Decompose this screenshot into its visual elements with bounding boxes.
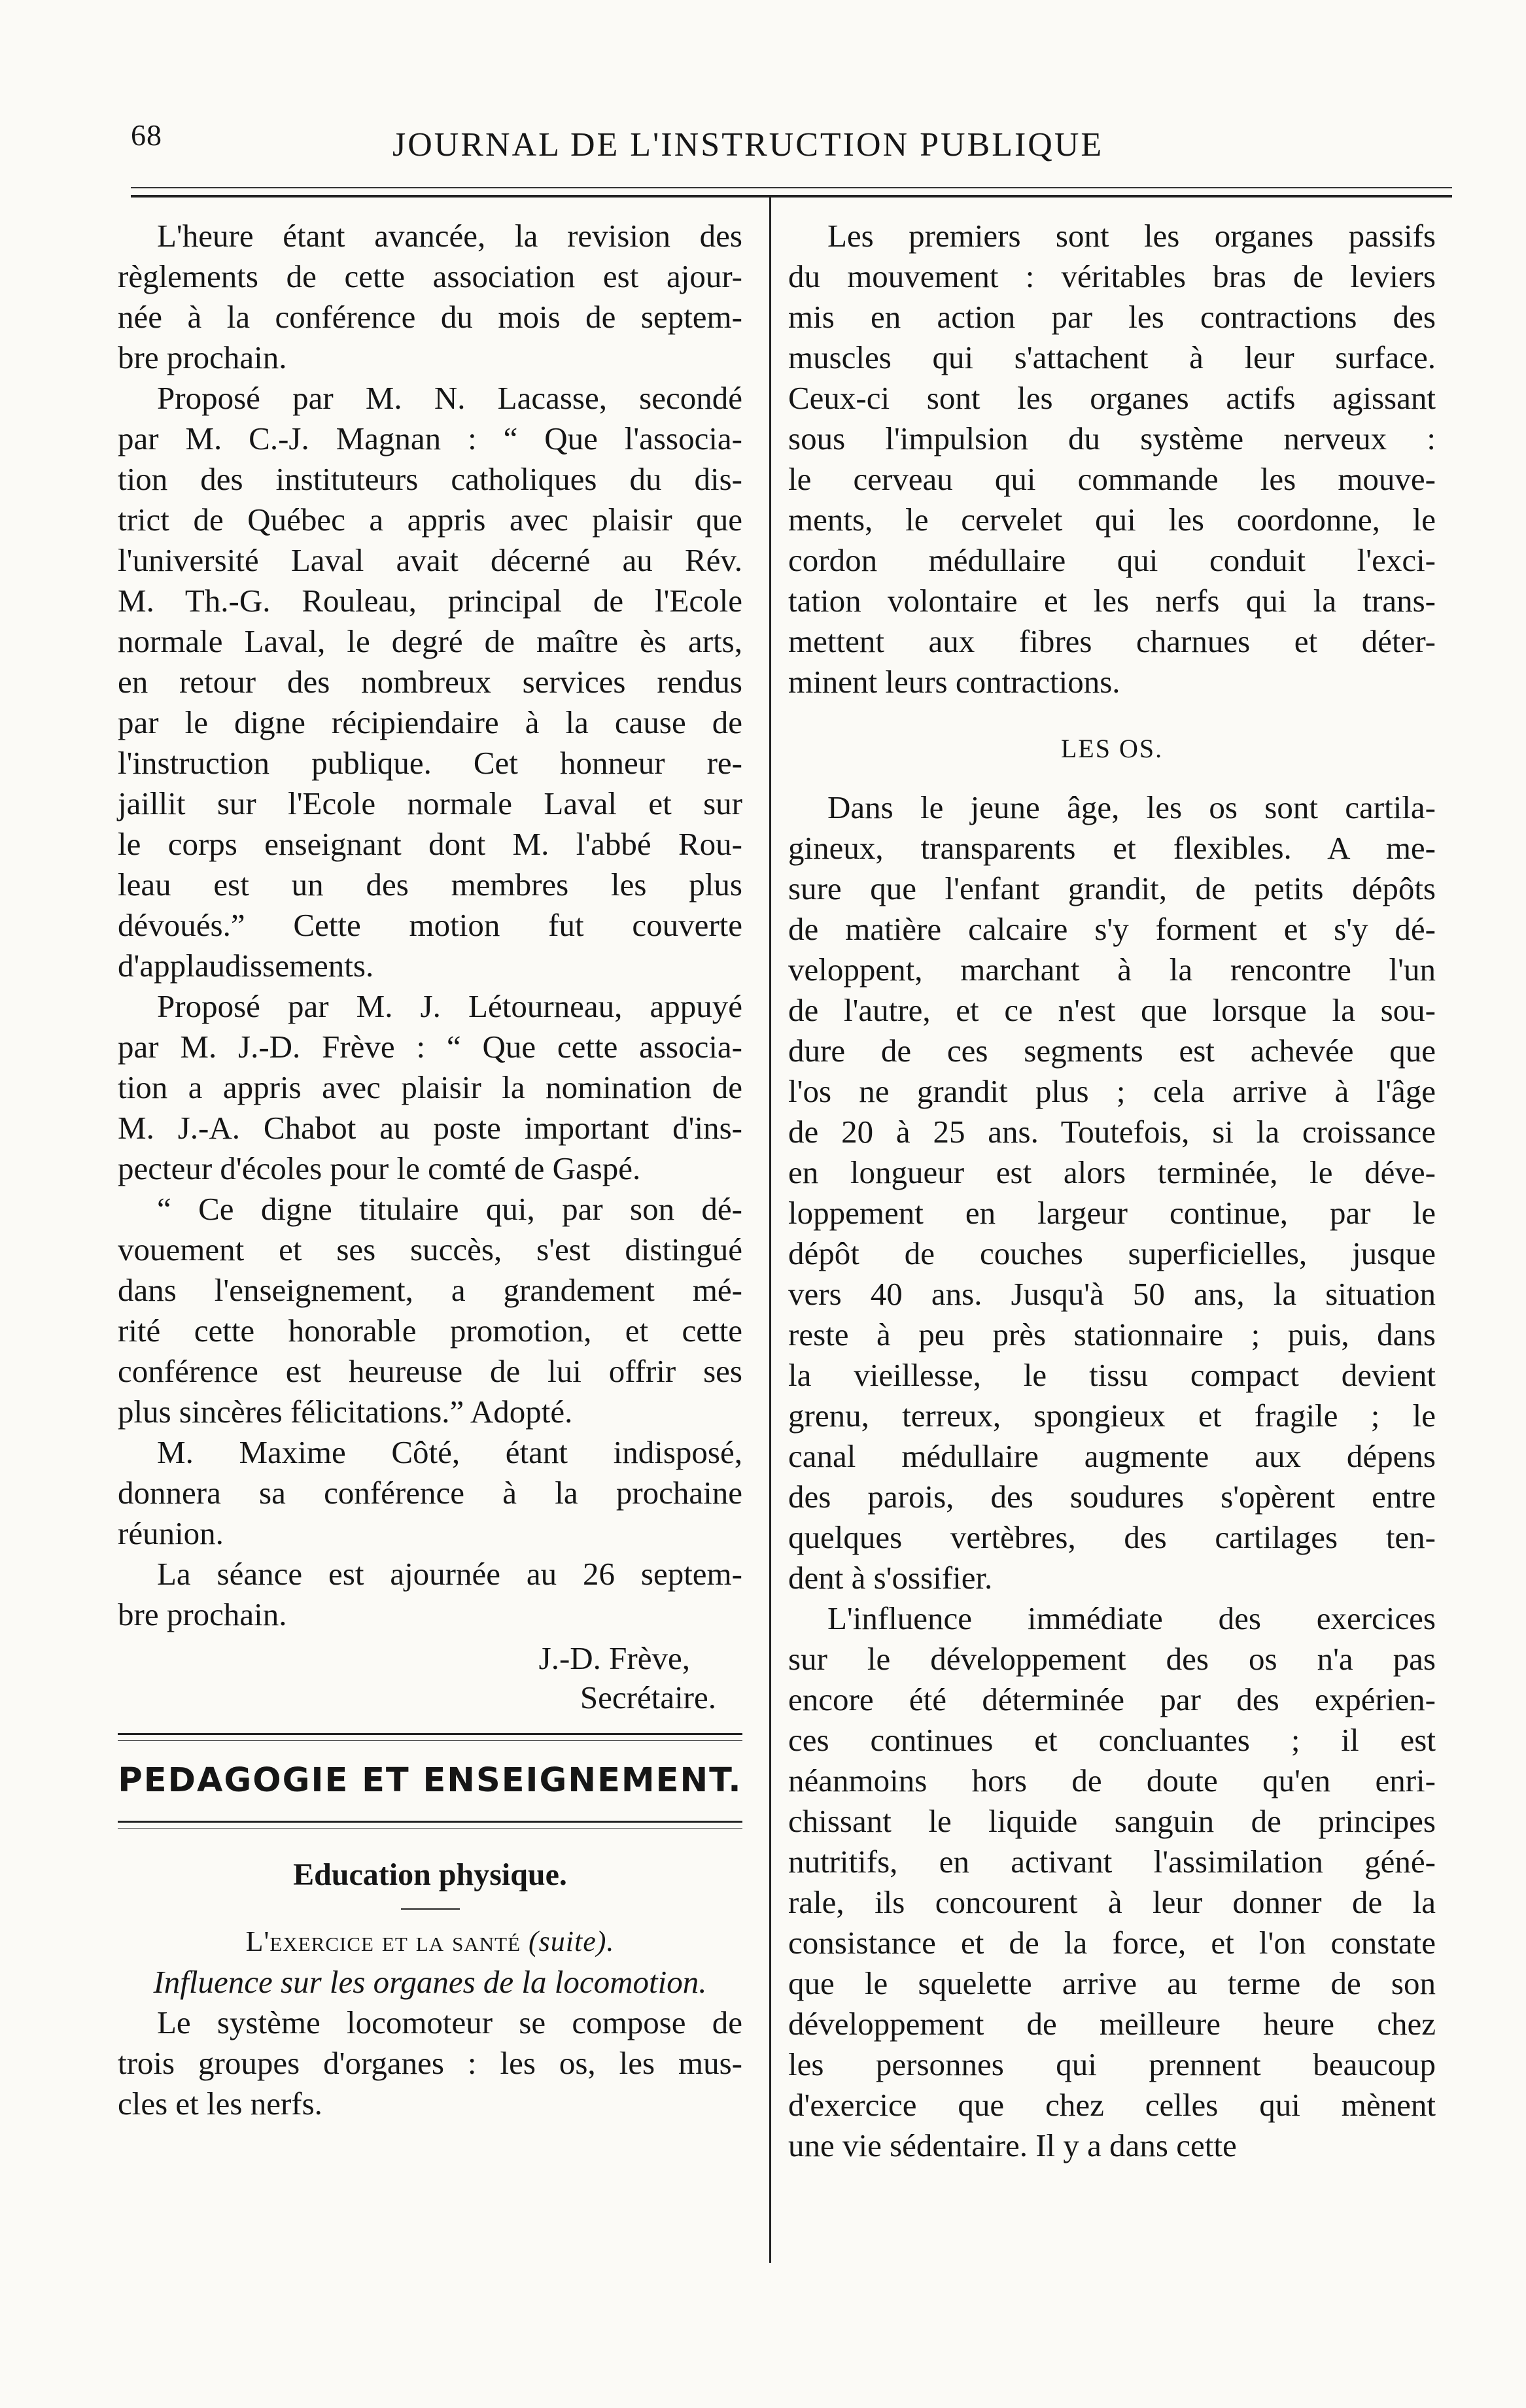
column-divider — [769, 196, 771, 2263]
text-line: le corps enseignant dont M. l'abbé Rou- — [118, 826, 742, 862]
text-line: l'instruction publique. Cet honneur re- — [118, 745, 742, 781]
text-line: développement de meilleure heure chez — [788, 2006, 1436, 2042]
paragraph-locomoteur — [118, 2003, 742, 2124]
running-title: JOURNAL DE L'INSTRUCTION PUBLIQUE — [392, 126, 1104, 163]
text-line: nutritifs, en activant l'assimilation géné- — [788, 1844, 1436, 1880]
text-line: du mouvement : véritables bras de leviers — [788, 258, 1436, 294]
text-line: rité cette honorable promotion, et cette — [118, 1313, 742, 1349]
signature-block — [118, 1639, 742, 1717]
text-line: de 20 à 25 ans. Toutefois, si la croissance — [788, 1114, 1436, 1150]
section-rule-bottom — [118, 1821, 742, 1823]
section-rule-top-thin — [118, 1740, 742, 1741]
text-line: jaillit sur l'Ecole normale Laval et sur — [118, 785, 742, 821]
text-line: les personnes qui prennent beaucoup — [788, 2046, 1436, 2082]
text-line: ces continues et concluantes ; il est — [788, 1722, 1436, 1758]
text-line: d'applaudissements. — [118, 948, 374, 984]
signature-name: J.-D. Frève, — [538, 1640, 690, 1676]
text-line: trict de Québec a appris avec plaisir que — [118, 502, 742, 538]
text-line: vouement et ses succès, s'est distingué — [118, 1231, 742, 1267]
text-line: L'heure étant avancée, la revision des — [157, 218, 742, 254]
page-header — [118, 111, 1439, 170]
article-subtitle-caps: L'exercice et la santé — [245, 1925, 521, 1957]
text-line: consistance et de la force, et l'on constate — [788, 1925, 1436, 1961]
section-rule-top — [118, 1733, 742, 1735]
text-line: Proposé par M. N. Lacasse, secondé — [157, 380, 742, 416]
text-line: bre prochain. — [118, 1596, 287, 1632]
text-line: Proposé par M. J. Létourneau, appuyé — [157, 988, 742, 1024]
text-line: réunion. — [118, 1515, 224, 1551]
text-line: de matière calcaire s'y forment et s'y dé- — [788, 911, 1436, 947]
text-line: Les premiers sont les organes passifs — [827, 218, 1436, 254]
text-line: l'université Laval avait décerné au Rév. — [118, 542, 742, 578]
text-line: rale, ils concourent à leur donner de la — [788, 1884, 1436, 1920]
text-line: leau est un des membres les plus — [118, 867, 742, 903]
text-line: dépôt de couches superficielles, jusque — [788, 1235, 1436, 1271]
text-line: dure de ces segments est achevée que — [788, 1033, 1436, 1069]
text-line: encore été déterminée par des expérien- — [788, 1681, 1436, 1717]
text-line: mis en action par les contractions des — [788, 299, 1436, 335]
text-line: Ceux-ci sont les organes actifs agissant — [788, 380, 1436, 416]
text-line: plus sincères félicitations.” Adopté. — [118, 1394, 573, 1430]
text-line: par M. J.-D. Frève : “ Que cette associa- — [118, 1029, 742, 1065]
paragraph-motion-chabot — [118, 986, 742, 1189]
text-line: cordon médullaire qui conduit l'exci- — [788, 542, 1436, 578]
text-line: L'influence immédiate des exercices — [827, 1600, 1436, 1636]
text-line: conférence est heureuse de lui offrir ses — [118, 1353, 742, 1389]
text-line: pecteur d'écoles pour le comté de Gaspé. — [118, 1150, 641, 1186]
text-line: M. Th.-G. Rouleau, principal de l'Ecole — [118, 583, 742, 619]
text-line: dans l'enseignement, a grandement mé- — [118, 1272, 742, 1308]
signature-title: Secrétaire. — [580, 1679, 716, 1715]
text-line: Le système locomoteur se compose de — [157, 2004, 742, 2040]
article-subtitle — [118, 1921, 742, 1962]
text-line: par M. C.-J. Magnan : “ Que l'associa- — [118, 421, 742, 456]
text-line: en retour des nombreux services rendus — [118, 664, 742, 700]
section-title-os: LES OS. — [1060, 734, 1164, 763]
text-line: mettent aux fibres charnues et déter- — [788, 623, 1436, 659]
text-line: dévoués.” Cette motion fut couverte — [118, 907, 742, 943]
right-column — [788, 216, 1436, 2166]
text-line: grenu, terreux, spongieux et fragile ; le — [788, 1398, 1436, 1434]
text-line: des parois, des soudures s'opèrent entre — [788, 1479, 1436, 1515]
paragraph-organes — [788, 216, 1436, 702]
text-line: La séance est ajournée au 26 septem- — [157, 1556, 742, 1592]
text-line: veloppent, marchant à la rencontre l'un — [788, 952, 1436, 988]
text-line: M. J.-A. Chabot au poste important d'ins- — [118, 1110, 742, 1146]
text-line: une vie sédentaire. Il y a dans cette — [788, 2127, 1237, 2163]
text-line: vers 40 ans. Jusqu'à 50 ans, la situation — [788, 1276, 1436, 1312]
header-rule-thin — [131, 187, 1452, 188]
paragraph-quote-chabot — [118, 1189, 742, 1432]
page-number: 68 — [131, 118, 162, 152]
paragraph-seance — [118, 1554, 742, 1635]
text-line: ments, le cervelet qui les coordonne, le — [788, 502, 1436, 538]
text-line: que le squelette arrive au terme de son — [788, 1965, 1436, 2001]
text-line: sur le développement des os n'a pas — [788, 1641, 1436, 1677]
text-line: cles et les nerfs. — [118, 2086, 322, 2122]
text-line: donnera sa conférence à la prochaine — [118, 1475, 742, 1511]
text-line: née à la conférence du mois de septem- — [118, 299, 742, 335]
paragraph-influence — [788, 1598, 1436, 2166]
text-line: la vieillesse, le tissu compact devient — [788, 1357, 1436, 1393]
paragraph-cote — [118, 1432, 742, 1554]
text-line: d'exercice que chez celles qui mènent — [788, 2087, 1436, 2123]
text-line: muscles qui s'attachent à leur surface. — [788, 339, 1436, 375]
text-line: dent à s'ossifier. — [788, 1560, 993, 1596]
text-line: règlements de cette association est ajour- — [118, 258, 742, 294]
text-line: tion des instituteurs catholiques du dis- — [118, 461, 742, 497]
article-short-rule — [401, 1908, 460, 1910]
text-line: loppement en largeur continue, par le — [788, 1195, 1436, 1231]
article-subtitle-suite: (suite). — [529, 1925, 615, 1957]
text-line: “ Ce digne titulaire qui, par son dé- — [157, 1191, 742, 1227]
text-line: sure que l'enfant grandit, de petits dépôts — [788, 870, 1436, 906]
header-rule-thick — [131, 195, 1452, 198]
text-line: l'os ne grandit plus ; cela arrive à l'âge — [788, 1073, 1436, 1109]
text-line: tion a appris avec plaisir la nomination de — [118, 1069, 742, 1105]
text-line: en longueur est alors terminée, le déve- — [788, 1154, 1436, 1190]
text-line: tation volontaire et les nerfs qui la trans- — [788, 583, 1436, 619]
text-line: Dans le jeune âge, les os sont cartila- — [827, 789, 1436, 825]
section-rule-bottom-thin — [118, 1828, 742, 1829]
text-line: M. Maxime Côté, étant indisposé, — [157, 1434, 742, 1470]
paragraph-os-croissance — [788, 787, 1436, 1598]
text-line: gineux, transparents et flexibles. A me- — [788, 830, 1436, 866]
article-title: Education physique. — [293, 1857, 567, 1892]
paragraph-motion-rouleau — [118, 378, 742, 986]
text-line: reste à peu près stationnaire ; puis, dans — [788, 1316, 1436, 1352]
text-line: normale Laval, le degré de maître ès arts, — [118, 623, 742, 659]
text-line: par le digne récipiendaire à la cause de — [118, 704, 742, 740]
text-line: néanmoins hors de doute qu'en enri- — [788, 1763, 1436, 1798]
text-line: sous l'impulsion du système nerveux : — [788, 421, 1436, 456]
section-heading: PEDAGOGIE ET ENSEIGNEMENT. — [118, 1761, 742, 1800]
text-line: trois groupes d'organes : les os, les mus- — [118, 2045, 742, 2081]
text-line: bre prochain. — [118, 339, 287, 375]
text-line: minent leurs contractions. — [788, 664, 1120, 700]
left-column — [118, 216, 742, 2124]
text-line: chissant le liquide sanguin de principes — [788, 1803, 1436, 1839]
text-line: canal médullaire augmente aux dépens — [788, 1438, 1436, 1474]
text-line: de l'autre, et ce n'est que lorsque la sou- — [788, 992, 1436, 1028]
text-line: quelques vertèbres, des cartilages ten- — [788, 1519, 1436, 1555]
article-italic-heading: Influence sur les organes de la locomotion. — [153, 1964, 707, 2000]
text-line: le cerveau qui commande les mouve- — [788, 461, 1436, 497]
paragraph-adjournment — [118, 216, 742, 378]
